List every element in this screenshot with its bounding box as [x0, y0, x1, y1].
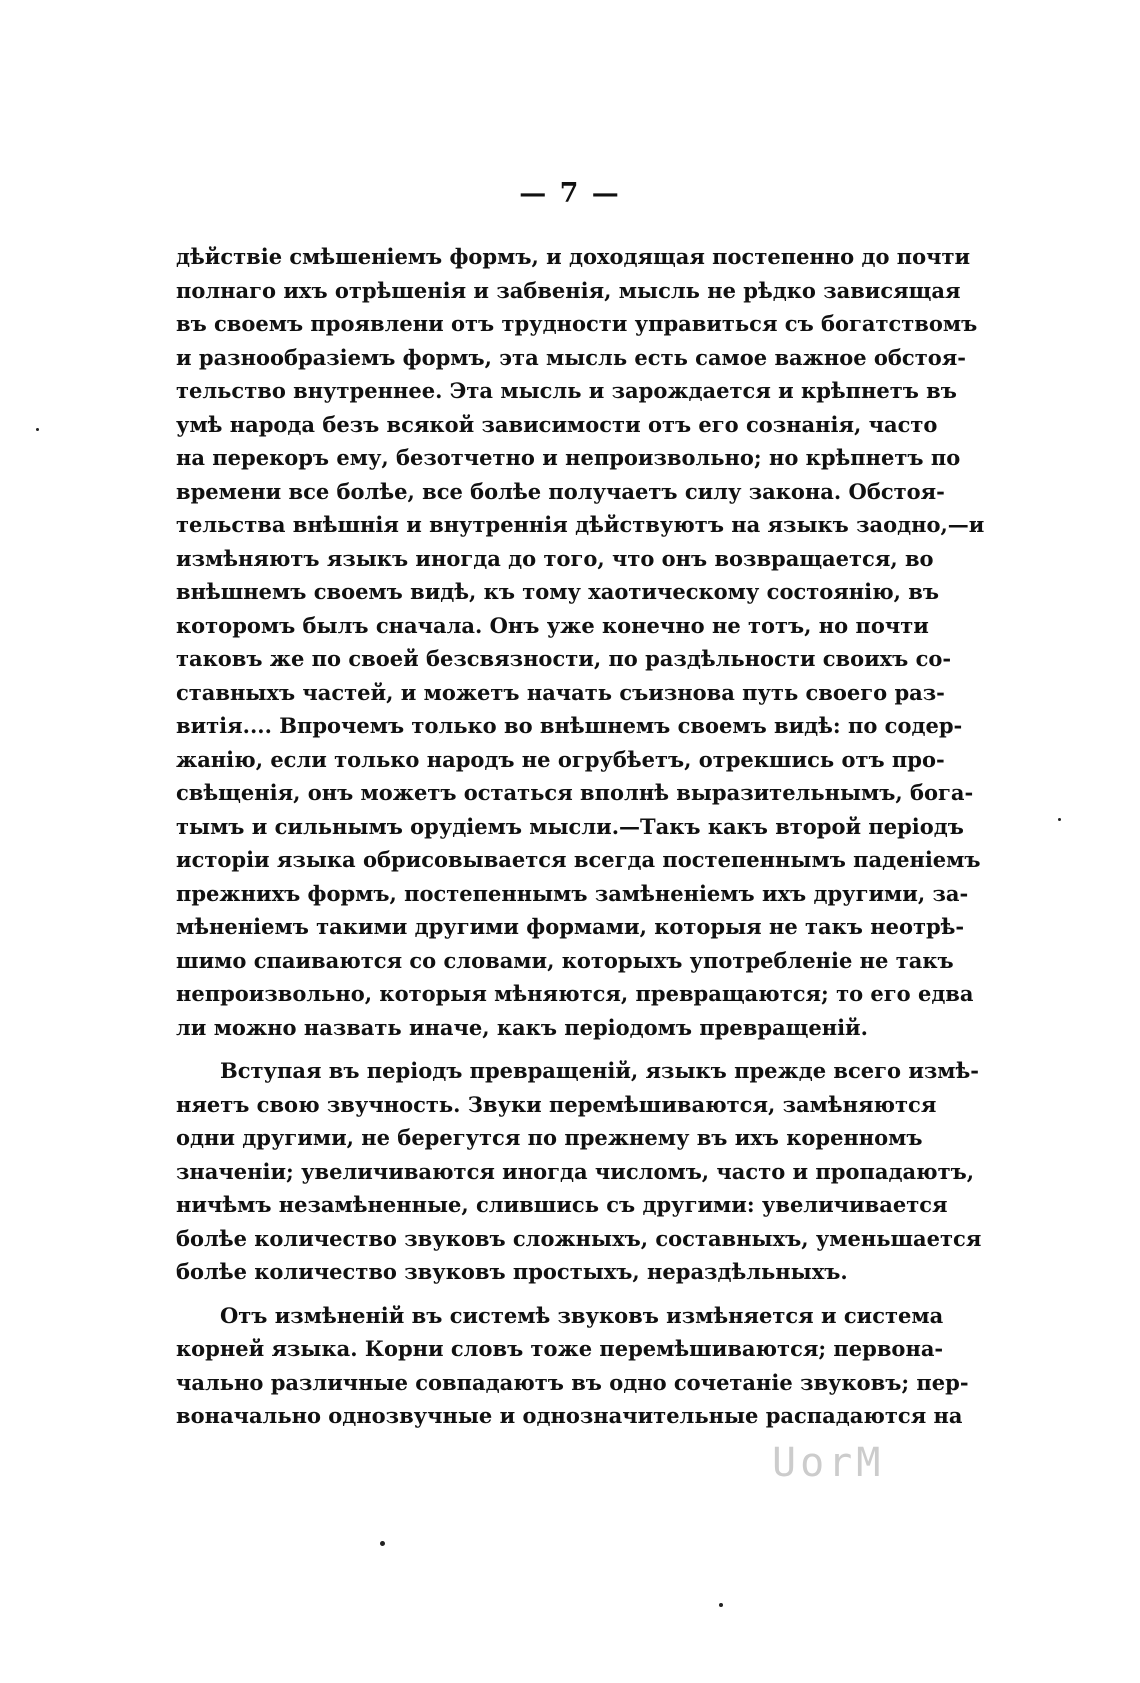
text-line: чально различные совпадаютъ въ одно сочетаніе звуковъ; пер-: [176, 1369, 969, 1395]
text-line: ничѣмъ незамѣненные, слившись съ другими: увеличивается: [176, 1192, 948, 1217]
text-line: Отъ измѣненій въ системѣ звуковъ измѣняется и система: [220, 1302, 944, 1328]
text-line: ставныхъ частей, и можетъ начать съизнова путь своего раз-: [176, 679, 945, 705]
body-text: [176, 240, 985, 1433]
text-line: витія.... Впрочемъ только во внѣшнемъ своемъ видѣ: по содер-: [176, 713, 963, 738]
paragraph: [176, 1299, 969, 1433]
paragraph: [176, 240, 985, 1044]
text-line: болѣе количество звуковъ сложныхъ, составныхъ, уменьшается: [176, 1225, 982, 1251]
library-stamp: UorM: [772, 1440, 885, 1486]
paragraph: [176, 1054, 982, 1289]
text-line: умѣ народа безъ всякой зависимости отъ его сознанія, часто: [176, 411, 938, 437]
text-line: одни другими, не берегутся по прежнему въ ихъ коренномъ: [176, 1125, 923, 1150]
text-line: полнаго ихъ отрѣшенія и забвенія, мысль не рѣдко зависящая: [176, 277, 961, 303]
text-line: значеніи; увеличиваются иногда числомъ, часто и пропадаютъ,: [176, 1158, 975, 1184]
paragraph-gap: [176, 1044, 890, 1054]
text-line: Вступая въ періодъ превращеній, языкъ прежде всего измѣ-: [220, 1058, 980, 1083]
text-line: мѣненіемъ такими другими формами, которыя не такъ неотрѣ-: [176, 914, 965, 939]
text-line: измѣняютъ языкъ иногда до того, что онъ возвращается, во: [176, 545, 934, 571]
text-line: болѣе количество звуковъ простыхъ, нераздѣльныхъ.: [176, 1259, 848, 1284]
text-line: дѣйствіе смѣшеніемъ формъ, и доходящая постепенно до почти: [176, 244, 971, 269]
text-line: корней языка. Корни словъ тоже перемѣшиваются; первона-: [176, 1336, 944, 1361]
text-line: шимо спаиваются со словами, которыхъ употребленіе не такъ: [176, 947, 954, 973]
scan-speck: [719, 1603, 723, 1607]
text-line: времени все болѣе, все болѣе получаетъ силу закона. Обстоя-: [176, 478, 945, 504]
text-line: внѣшнемъ своемъ видѣ, къ тому хаотическому состоянію, въ: [176, 579, 939, 604]
paragraph-gap: [176, 1289, 890, 1299]
text-line: исторіи языка обрисовывается всегда постепеннымъ паденіемъ: [176, 847, 981, 872]
text-line: таковъ же по своей безсвязности, по раздѣльности своихъ со-: [176, 646, 952, 671]
text-line: жанію, если только народъ не огрубѣетъ, отрекшись отъ про-: [176, 746, 945, 772]
scan-speck: [36, 428, 39, 431]
text-line: тымъ и сильнымъ орудіемъ мысли.—Такъ какъ второй періодъ: [176, 813, 964, 839]
text-line: тельство внутреннее. Эта мысль и зарождается и крѣпнетъ въ: [176, 378, 957, 403]
text-line: воначально однозвучные и однозначительные распадаются на: [176, 1403, 963, 1428]
text-line: которомъ былъ сначала. Онъ уже конечно не тотъ, но почти: [176, 612, 929, 638]
text-line: и разнообразіемъ формъ, эта мысль есть самое важное обстоя-: [176, 344, 966, 370]
scan-speck: [1058, 818, 1061, 821]
text-line: няетъ свою звучность. Звуки перемѣшиваются, замѣняются: [176, 1091, 937, 1117]
text-line: на перекоръ ему, безотчетно и непроизвольно; но крѣпнетъ по: [176, 445, 961, 470]
text-line: непроизвольно, которыя мѣняются, превращаются; то его едва: [176, 981, 974, 1006]
page-number: — 7 —: [519, 178, 621, 209]
text-line: ли можно назвать иначе, какъ періодомъ превращеній.: [176, 1014, 868, 1040]
scan-speck: [380, 1541, 385, 1546]
text-line: въ своемъ проявлени отъ трудности управиться съ богатствомъ: [176, 311, 978, 336]
text-line: свѣщенія, онъ можетъ остаться вполнѣ выразительнымъ, бога-: [176, 780, 974, 805]
text-line: прежнихъ формъ, постепеннымъ замѣненіемъ ихъ другими, за-: [176, 880, 969, 906]
text-line: тельства внѣшнія и внутреннія дѣйствуютъ на языкъ заодно,—и: [176, 512, 985, 537]
